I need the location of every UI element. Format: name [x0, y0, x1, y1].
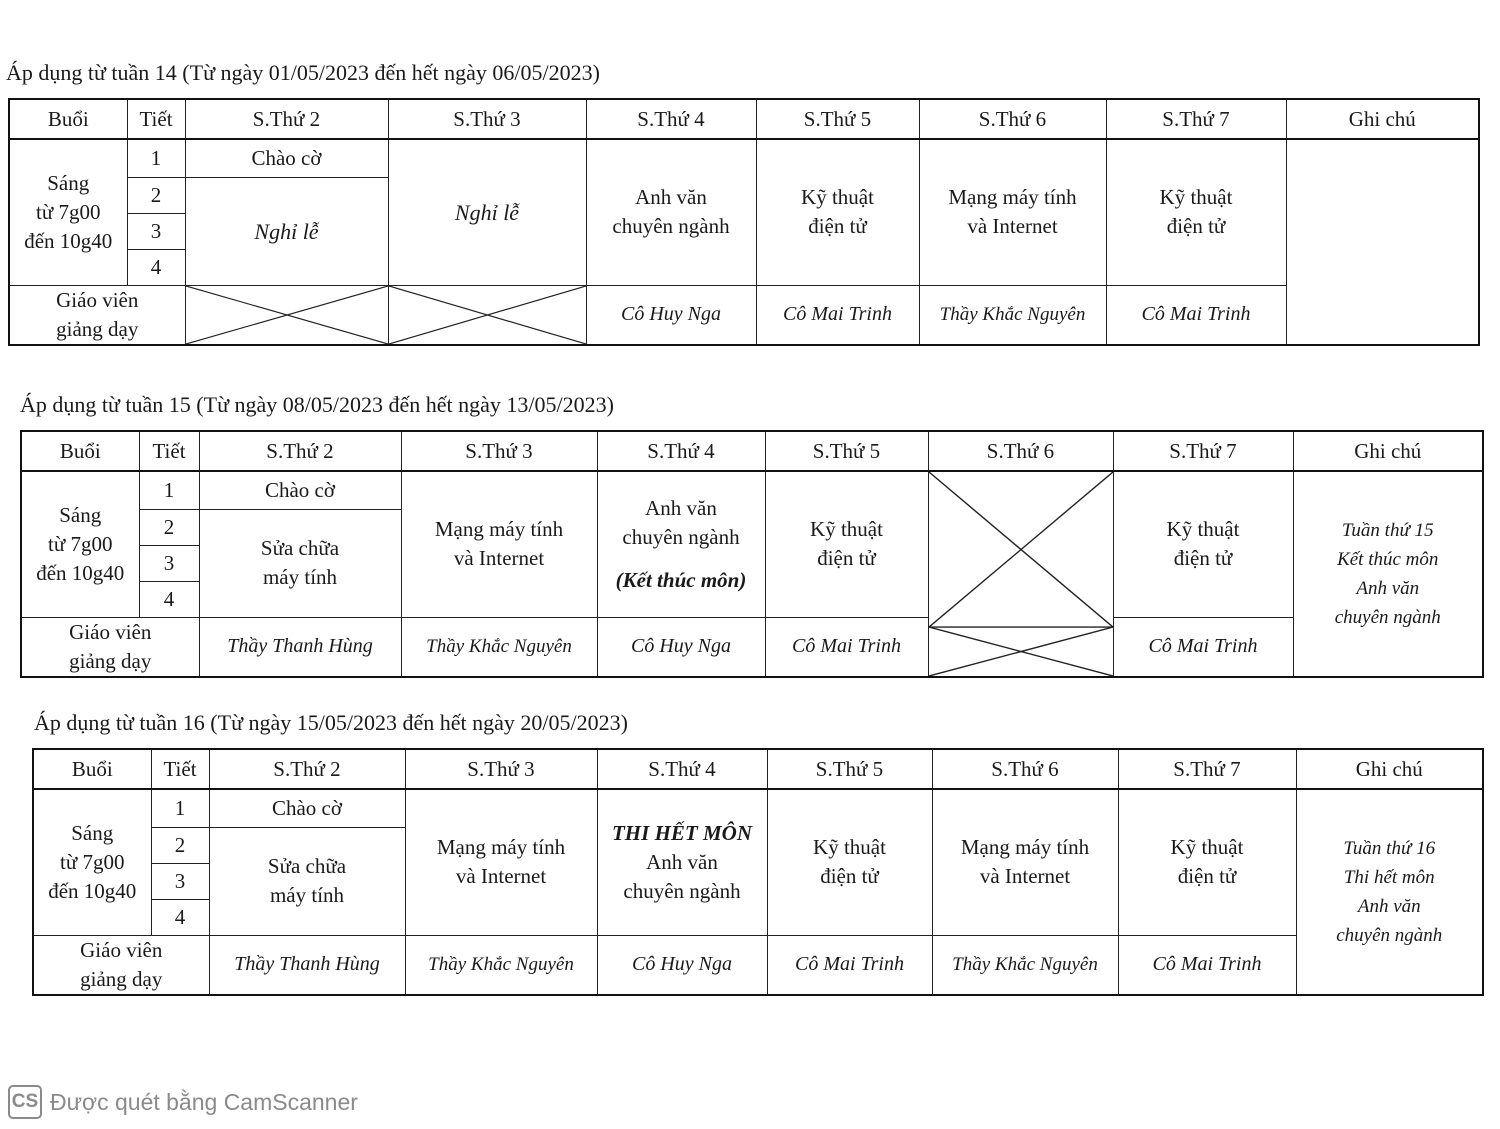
period-3: 3: [151, 863, 209, 899]
subject-line: Kỹ thuật: [801, 185, 874, 210]
fri-teacher: Thầy Khắc Nguyên: [919, 285, 1106, 345]
header-thu: S.Thứ 5: [767, 749, 932, 789]
note-line: Kết thúc môn: [1337, 549, 1439, 570]
period-4: 4: [139, 581, 199, 617]
week-15-timetable: [20, 430, 1484, 678]
note-line: chuyên ngành: [1336, 925, 1443, 946]
note-line: Anh văn: [1357, 896, 1421, 917]
note-line: chuyên ngành: [1334, 607, 1441, 628]
subject-line: điện tử: [808, 214, 867, 239]
period-1: 1: [127, 139, 185, 177]
mon-teacher: Thầy Thanh Hùng: [209, 935, 405, 995]
wed-subject: [597, 471, 765, 617]
note-line: Tuần thứ 15: [1341, 520, 1434, 541]
subject-line: chuyên ngành: [623, 878, 741, 903]
note-line: Tuần thứ 16: [1343, 838, 1436, 859]
period-3: 3: [139, 545, 199, 581]
thu-teacher: Cô Mai Trinh: [756, 285, 919, 345]
mon-subject: [209, 827, 405, 935]
header-sat: S.Thứ 7: [1118, 749, 1296, 789]
header-mon: S.Thứ 2: [209, 749, 405, 789]
header-tue: S.Thứ 3: [388, 99, 586, 139]
header-row: [33, 749, 1483, 789]
crossed-out-cell: [388, 285, 586, 345]
note-line: Anh văn: [1356, 578, 1420, 599]
note-cell: [1293, 471, 1483, 677]
subject-line: Mạng máy tính: [948, 185, 1077, 210]
crossed-out-cell: [185, 285, 388, 345]
week-16-caption: Áp dụng từ tuần 16 (Từ ngày 15/05/2023 đến hết ngày 20/05/2023): [34, 710, 628, 735]
subject-line: Kỹ thuật: [813, 835, 886, 860]
sat-teacher: Cô Mai Trinh: [1113, 617, 1293, 677]
period-4: 4: [127, 249, 185, 285]
wed-teacher: Cô Huy Nga: [586, 285, 756, 345]
subject-line: và Internet: [967, 214, 1058, 239]
note-cell: [1296, 789, 1483, 995]
header-buoi: Buổi: [9, 99, 127, 139]
header-wed: S.Thứ 4: [597, 431, 765, 471]
subject-line: Kỹ thuật: [810, 517, 883, 542]
header-wed: S.Thứ 4: [586, 99, 756, 139]
header-sat: S.Thứ 7: [1106, 99, 1286, 139]
session-line: Sáng: [71, 820, 114, 845]
header-tiet: Tiết: [127, 99, 185, 139]
teacher-label: [33, 935, 209, 995]
thu-subject: [765, 471, 928, 617]
subject-line: điện tử: [1173, 546, 1233, 571]
subject-line: Sửa chữa: [267, 854, 347, 878]
subject-line: và Internet: [979, 864, 1071, 889]
teacher-label-line: Giáo viên: [56, 287, 139, 312]
session-line: từ 7g00: [48, 531, 113, 556]
week-14-timetable: [8, 98, 1480, 346]
teacher-label-line: giảng dạy: [80, 966, 163, 991]
wed-teacher: Cô Huy Nga: [597, 617, 765, 677]
header-wed: S.Thứ 4: [597, 749, 767, 789]
mon-greeting: Chào cờ: [199, 471, 401, 509]
wed-teacher: Cô Huy Nga: [597, 935, 767, 995]
wed-subject: [597, 789, 767, 935]
header-buoi: Buổi: [21, 431, 139, 471]
period-1: 1: [151, 789, 209, 827]
period-3: 3: [127, 213, 185, 249]
session-line: Sáng: [47, 170, 90, 195]
tue-holiday: Nghỉ lễ: [388, 139, 586, 285]
sat-subject: [1118, 789, 1296, 935]
sat-teacher: Cô Mai Trinh: [1118, 935, 1296, 995]
thu-subject: [767, 789, 932, 935]
subject-line: Kỹ thuật: [1159, 185, 1233, 210]
header-buoi: Buổi: [33, 749, 151, 789]
period-2: 2: [139, 509, 199, 545]
thu-teacher: Cô Mai Trinh: [767, 935, 932, 995]
subject-line: Kỹ thuật: [1166, 517, 1240, 542]
header-fri: S.Thứ 6: [919, 99, 1106, 139]
sat-subject: [1113, 471, 1293, 617]
fri-teacher: Thầy Khắc Nguyên: [932, 935, 1118, 995]
header-tiet: Tiết: [151, 749, 209, 789]
subject-line: điện tử: [817, 546, 876, 571]
thu-subject: [756, 139, 919, 285]
session-cell: [21, 471, 139, 617]
period-1: 1: [139, 471, 199, 509]
session-line: từ 7g00: [60, 849, 125, 874]
period-2: 2: [151, 827, 209, 863]
week-16-timetable: [32, 748, 1484, 996]
subject-line: điện tử: [1177, 864, 1237, 889]
subject-line: máy tính: [269, 883, 345, 907]
tue-teacher: Thầy Khắc Nguyên: [405, 935, 597, 995]
subject-line: điện tử: [820, 864, 879, 889]
teacher-label-line: giảng dạy: [56, 316, 139, 341]
teacher-label: [21, 617, 199, 677]
watermark-text: Được quét bằng CamScanner: [50, 1088, 358, 1115]
note-line: Thi hết môn: [1343, 867, 1435, 888]
subject-line: Mạng máy tính: [436, 835, 566, 860]
header-fri: S.Thứ 6: [928, 431, 1113, 471]
header-thu: S.Thứ 5: [756, 99, 919, 139]
header-mon: S.Thứ 2: [185, 99, 388, 139]
note-cell-empty: [1286, 139, 1479, 345]
header-note: Ghi chú: [1293, 431, 1483, 471]
subject-line: máy tính: [262, 565, 338, 589]
subject-line: chuyên ngành: [622, 524, 740, 549]
subject-line: Anh văn: [645, 495, 717, 520]
sat-teacher: Cô Mai Trinh: [1106, 285, 1286, 345]
camscanner-watermark: [8, 1084, 358, 1120]
session-line: đến 10g40: [48, 878, 137, 903]
tue-subject: [405, 789, 597, 935]
period-4: 4: [151, 899, 209, 935]
mon-greeting: Chào cờ: [209, 789, 405, 827]
tue-teacher: Thầy Khắc Nguyên: [401, 617, 597, 677]
mon-holiday: Nghỉ lễ: [185, 177, 388, 285]
teacher-label-line: Giáo viên: [80, 937, 163, 962]
subject-line: và Internet: [453, 546, 545, 571]
subject-line: Sửa chữa: [260, 536, 340, 560]
session-line: đến 10g40: [24, 228, 113, 253]
header-fri: S.Thứ 6: [932, 749, 1118, 789]
header-note: Ghi chú: [1286, 99, 1479, 139]
fri-subject: [932, 789, 1118, 935]
subject-line: chuyên ngành: [612, 214, 730, 239]
week-14-caption: Áp dụng từ tuần 14 (Từ ngày 01/05/2023 đến hết ngày 06/05/2023): [6, 60, 600, 85]
subject-line: và Internet: [455, 864, 547, 889]
thu-teacher: Cô Mai Trinh: [765, 617, 928, 677]
tue-subject: [401, 471, 597, 617]
subject-line: Mạng máy tính: [960, 835, 1090, 860]
subject-line: điện tử: [1166, 214, 1226, 239]
camscanner-logo-icon: CS: [8, 1085, 42, 1119]
header-thu: S.Thứ 5: [765, 431, 928, 471]
subject-line: Anh văn: [646, 849, 718, 874]
header-row: [21, 431, 1483, 471]
exam-heading: THI HẾT MÔN: [611, 820, 752, 845]
fri-subject: [919, 139, 1106, 285]
header-sat: S.Thứ 7: [1113, 431, 1293, 471]
week-15-caption: Áp dụng từ tuần 15 (Từ ngày 08/05/2023 đến hết ngày 13/05/2023): [20, 392, 614, 417]
wed-subject: [586, 139, 756, 285]
header-tiet: Tiết: [139, 431, 199, 471]
fri-crossed-out-cell: [928, 471, 1113, 677]
period-2: 2: [127, 177, 185, 213]
subject-line: Kỹ thuật: [1170, 835, 1244, 860]
subject-line: Anh văn: [635, 185, 707, 210]
session-cell: [9, 139, 127, 285]
mon-teacher: Thầy Thanh Hùng: [199, 617, 401, 677]
teacher-label-line: giảng dạy: [69, 648, 152, 673]
teacher-label: [9, 285, 185, 345]
session-line: từ 7g00: [36, 199, 101, 224]
sat-subject: [1106, 139, 1286, 285]
mon-greeting: Chào cờ: [185, 139, 388, 177]
teacher-label-line: Giáo viên: [69, 619, 152, 644]
session-line: đến 10g40: [36, 560, 125, 585]
session-cell: [33, 789, 151, 935]
header-row: [9, 99, 1479, 139]
header-mon: S.Thứ 2: [199, 431, 401, 471]
subject-line: Mạng máy tính: [434, 517, 564, 542]
subject-line: (Kết thúc môn): [615, 567, 747, 592]
header-note: Ghi chú: [1296, 749, 1483, 789]
header-tue: S.Thứ 3: [401, 431, 597, 471]
session-line: Sáng: [59, 502, 102, 527]
mon-subject: [199, 509, 401, 617]
header-tue: S.Thứ 3: [405, 749, 597, 789]
